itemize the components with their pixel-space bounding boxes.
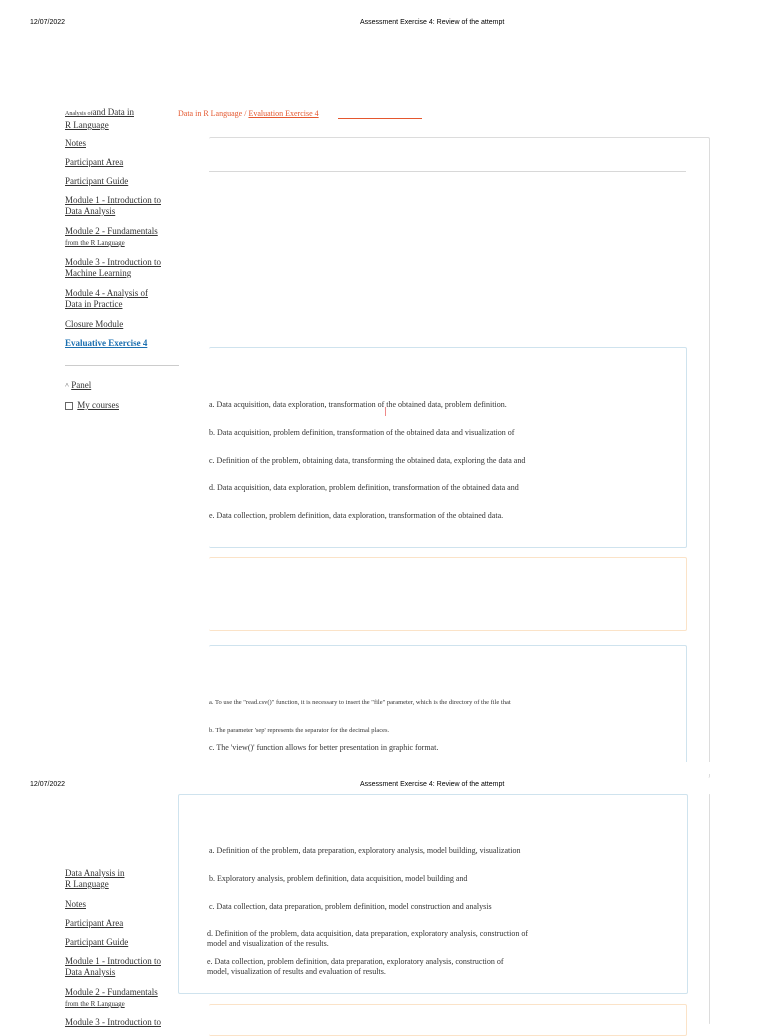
sidebar-item-label[interactable]: Notes <box>65 138 86 148</box>
content-divider <box>209 171 686 172</box>
answer-option-d[interactable]: d. Data acquisition, data exploration, problem definition, transformation of the obtained data and <box>209 483 519 492</box>
sidebar-divider <box>65 365 179 366</box>
course-prefix[interactable]: Analysis of <box>65 111 93 117</box>
breadcrumb-course[interactable]: Data in R Language <box>178 109 243 118</box>
sidebar-item-label[interactable]: Evaluative Exercise 4 <box>65 338 148 348</box>
answer-option-c[interactable]: c. The 'view()' function allows for better presentation in graphic format. <box>209 743 439 752</box>
dashboard-icon: ˄ <box>65 381 69 389</box>
sidebar-item-closure-module[interactable] <box>65 319 123 330</box>
answer-option-e-line1: e. Data collection, problem definition, data preparation, exploratory analysis, construction of <box>207 957 504 966</box>
answer-option-b[interactable]: b. Data acquisition, problem definition, transformation of the obtained data and visualization of <box>209 428 515 437</box>
sidebar-item-label[interactable]: Participant Area <box>65 157 124 167</box>
answer-option-a[interactable]: a. Definition of the problem, data preparation, exploratory analysis, model building, visualization <box>209 846 521 855</box>
question-box <box>209 645 687 771</box>
sidebar-item-my-courses[interactable] <box>65 400 119 411</box>
sidebar-item-participant-guide[interactable] <box>65 176 128 187</box>
sidebar-item-participant-area[interactable] <box>65 918 123 929</box>
sidebar-item-label[interactable]: Module 3 - Introduction to <box>65 1017 161 1027</box>
breadcrumb-separator: / <box>244 109 247 118</box>
sidebar-item-notes[interactable] <box>65 899 86 910</box>
course-title-line2[interactable]: R Language <box>65 879 109 889</box>
answer-option-c[interactable]: c. Data collection, data preparation, problem definition, model construction and analysis <box>209 902 492 911</box>
sidebar-item-evaluative-exercise[interactable] <box>65 338 147 349</box>
sidebar-item-notes[interactable] <box>65 138 86 149</box>
sidebar-item-label[interactable]: Module 2 - Fundamentals <box>65 226 158 236</box>
feedback-box <box>209 1004 687 1036</box>
print-date: 12/07/2022 <box>30 781 66 788</box>
answer-option-e[interactable]: e. Data collection, problem definition, data exploration, transformation of the obtained data. <box>209 511 504 520</box>
feedback-box <box>209 557 687 631</box>
page-break <box>0 762 768 774</box>
sidebar-item-module-3[interactable] <box>65 1017 161 1028</box>
print-title: Assessment Exercise 4: Review of the attempt <box>360 781 505 788</box>
sidebar-item-label[interactable]: Closure Module <box>65 319 124 329</box>
answer-option-a[interactable]: a. Data acquisition, data exploration, transformation of the obtained data, problem definition. <box>209 400 507 409</box>
answer-option-b[interactable]: b. The parameter 'sep' represents the separator for the decimal places. <box>209 727 390 734</box>
sidebar-item-label[interactable]: Participant Guide <box>65 176 129 186</box>
sidebar-item-label[interactable]: Module 2 - Fundamentals <box>65 987 158 997</box>
sidebar-item-label[interactable]: Panel <box>71 380 92 390</box>
print-title: Assessment Exercise 4: Review of the attempt <box>360 19 505 26</box>
sidebar-item-sublabel[interactable]: Machine Learning <box>65 268 132 278</box>
sidebar-item-label[interactable]: Participant Area <box>65 918 124 928</box>
answer-option-b[interactable]: b. Exploratory analysis, problem definition, data acquisition, model building and <box>209 874 468 883</box>
print-date: 12/07/2022 <box>30 19 66 26</box>
sidebar-item-label[interactable]: My courses <box>77 400 119 410</box>
answer-option-c[interactable]: c. Definition of the problem, obtaining data, transforming the obtained data, exploring the data and <box>209 456 526 465</box>
sidebar-item-label[interactable]: Module 1 - Introduction to <box>65 956 161 966</box>
sidebar-item-sublabel[interactable]: Data in Practice <box>65 299 123 309</box>
answer-option-d-line1: d. Definition of the problem, data acquisition, data preparation, exploratory analysis, construction of <box>207 929 529 938</box>
sidebar-item-panel[interactable] <box>65 380 91 391</box>
main-content-frame <box>709 794 710 1024</box>
sidebar-item-module-2[interactable] <box>65 226 158 249</box>
breadcrumb <box>178 109 319 118</box>
answer-option-a[interactable]: a. To use the "read.csv()" function, it is necessary to insert the "file" parameter, which is the directory of the file that <box>209 699 511 706</box>
sidebar-course-title[interactable] <box>65 868 125 890</box>
answer-option-e-line2: model, visualization of results and evaluation of results. <box>207 967 386 976</box>
sidebar-item-sublabel[interactable]: Data Analysis <box>65 206 116 216</box>
sidebar-item-label[interactable]: Module 3 - Introduction to <box>65 257 161 267</box>
sidebar-item-label[interactable]: Notes <box>65 899 86 909</box>
sidebar-item-module-4[interactable] <box>65 288 148 310</box>
sidebar-item-sublabel[interactable]: Data Analysis <box>65 967 116 977</box>
sidebar-item-label[interactable]: Participant Guide <box>65 937 129 947</box>
course-title-line2[interactable]: R Language <box>65 120 109 130</box>
sidebar-item-label[interactable]: Module 4 - Analysis of <box>65 288 148 298</box>
sidebar-item-sublabel[interactable]: from the R Language <box>65 239 125 247</box>
sidebar-item-module-1[interactable] <box>65 195 161 217</box>
courses-icon <box>65 402 73 410</box>
breadcrumb-page[interactable]: Evaluation Exercise 4 <box>248 109 319 118</box>
sidebar-item-sublabel[interactable]: from the R Language <box>65 1000 125 1008</box>
sidebar-item-participant-guide[interactable] <box>65 937 128 948</box>
sidebar-item-label[interactable]: Module 1 - Introduction to <box>65 195 161 205</box>
sidebar-item-module-1[interactable] <box>65 956 161 978</box>
breadcrumb-underline <box>338 118 422 119</box>
course-title-line1[interactable]: Data Analysis in <box>65 868 125 878</box>
answer-option-e[interactable] <box>207 957 504 977</box>
sidebar-course-title[interactable] <box>65 107 134 131</box>
sidebar-item-module-3[interactable] <box>65 257 161 279</box>
sidebar-item-participant-area[interactable] <box>65 157 123 168</box>
course-title-line1[interactable]: and Data in <box>92 107 134 117</box>
answer-option-d[interactable] <box>207 929 528 949</box>
sidebar-item-module-2[interactable] <box>65 987 158 1010</box>
answer-option-d-line2: model and visualization of the results. <box>207 939 329 948</box>
